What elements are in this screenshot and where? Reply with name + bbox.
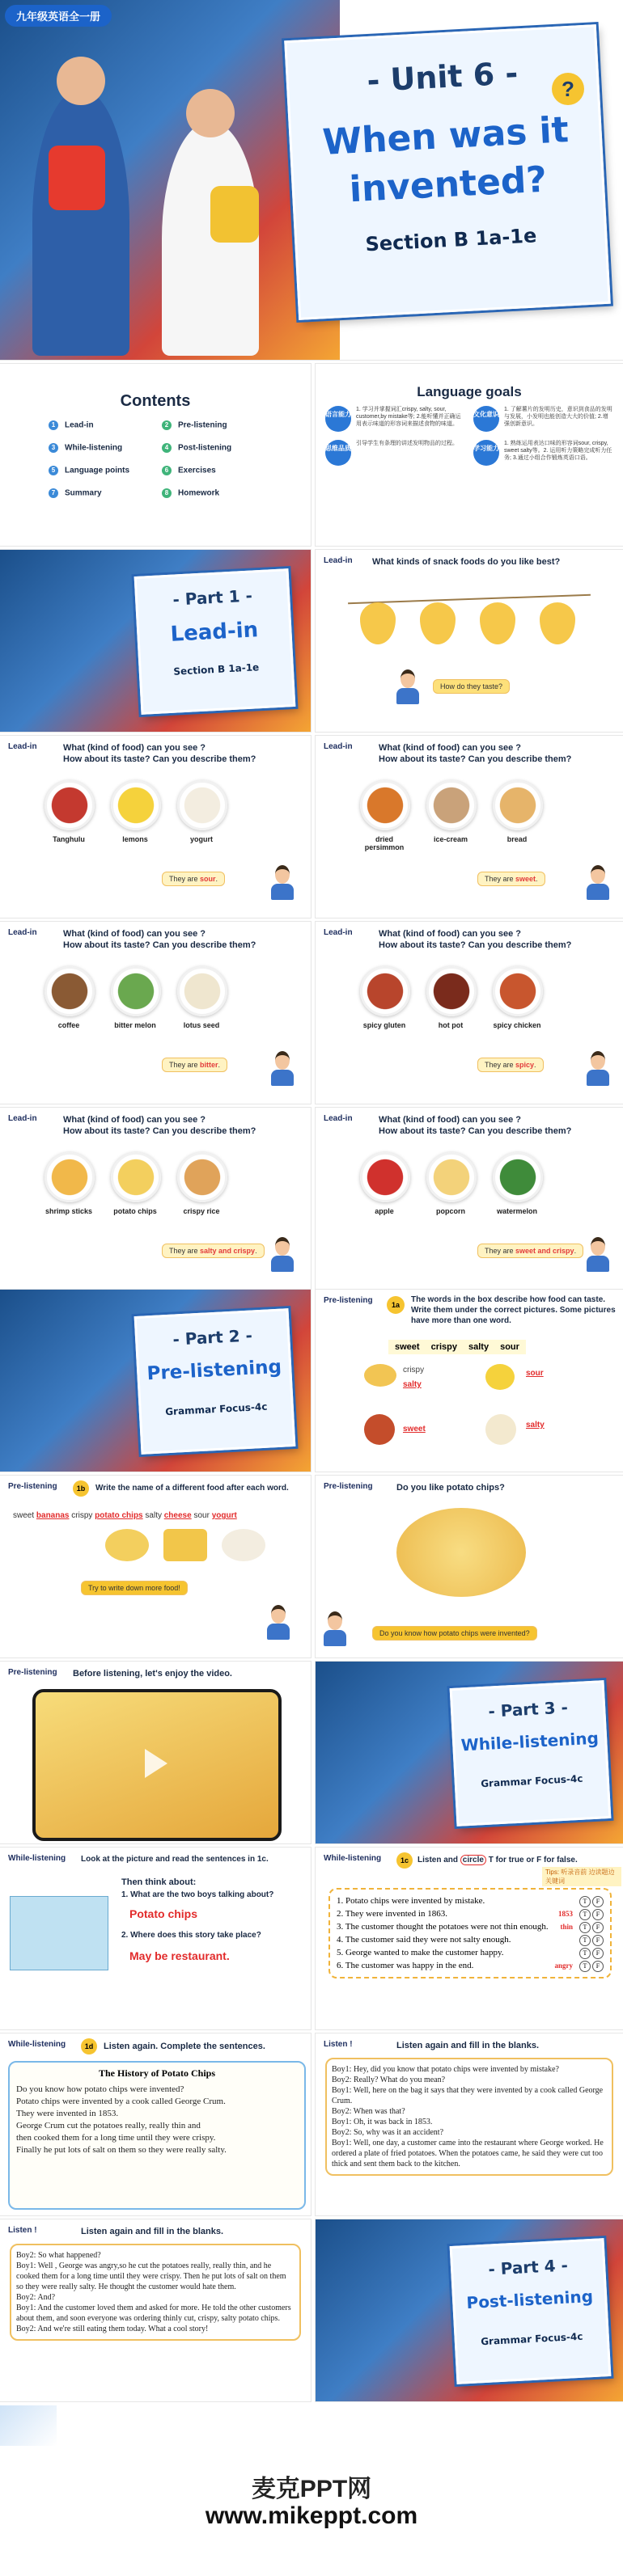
footer <box>0 2405 623 2576</box>
contents-item[interactable] <box>162 443 275 453</box>
number-badge: 1 <box>49 420 58 430</box>
question-icon: ? <box>552 73 584 105</box>
pre1b-pictures <box>105 1529 265 1561</box>
history-text <box>16 2084 298 2156</box>
pre-like-bubble: Do you know how potato chips were invented? <box>372 1626 537 1641</box>
food-question-1: What (kind of food) can you see ? <box>379 743 521 753</box>
two-boys-picture <box>10 1896 108 1970</box>
food-item <box>111 1152 159 1215</box>
dialog-line: Boy2: And? <box>16 2293 56 2302</box>
section-label: Section B 1a-1e <box>364 224 537 256</box>
goal-badge: 语言能力 <box>325 406 351 432</box>
word-box-item: crispy <box>430 1342 457 1352</box>
pre-like-question: Do you like potato chips? <box>396 1483 505 1493</box>
activity-badge: 1c <box>396 1852 413 1869</box>
food-taste-slide <box>0 736 311 918</box>
taste-bubble: They are sweet and crispy. <box>477 1244 583 1258</box>
goal-item <box>473 440 613 466</box>
contents-item-label: Exercises <box>178 466 216 475</box>
food-question-2: How about its taste? Can you describe them? <box>379 1126 572 1136</box>
goal-text: 1. 了解薯片的发明历史，意识到食品的发明与发展，小发明也能创造大大的价值; 2.增强创新意识。 <box>504 407 612 427</box>
food-label: popcorn <box>436 1207 465 1215</box>
food-taste-slide <box>316 922 623 1104</box>
contents-list <box>49 420 275 498</box>
true-option[interactable]: T <box>579 1922 591 1933</box>
food-question-2: How about its taste? Can you describe them? <box>63 940 256 950</box>
part3-label: - Part 3 - <box>487 1697 569 1721</box>
food-taste-slide <box>316 736 623 918</box>
answer: potato chips <box>95 1511 143 1520</box>
part3-card <box>450 1680 612 1826</box>
goal-item <box>325 440 465 466</box>
snack-tag-3 <box>480 602 515 644</box>
slide-tag: Lead-in <box>8 742 37 751</box>
contents-slide <box>0 364 311 546</box>
food-item <box>177 780 226 843</box>
food-label: bitter melon <box>114 1021 156 1029</box>
slide-tag: Pre-listening <box>8 1482 57 1491</box>
grade-banner: 九年级英语全一册 <box>5 5 112 27</box>
food-row <box>44 1152 226 1215</box>
think-a1: Potato chips <box>129 1907 198 1920</box>
part1-label: - Part 1 - <box>172 585 253 610</box>
tf-slide <box>316 1848 623 2029</box>
part1-name: Lead-in <box>169 618 259 647</box>
part2-slide <box>0 1290 311 1472</box>
answer-5: salty <box>526 1421 545 1429</box>
pre1a-instruction: The words in the box describe how food can taste. Write them under the correct pictures. Some pictures have more than one word. <box>411 1295 616 1325</box>
food-image <box>426 780 477 830</box>
leadin-question: What kinds of snack foods do you like best? <box>372 557 561 567</box>
part1-slide <box>0 550 311 732</box>
food-label: lemons <box>122 835 148 843</box>
food-item <box>177 966 226 1029</box>
title-line-2: invented? <box>348 158 549 211</box>
food-question-2: How about its taste? Can you describe them? <box>63 754 256 764</box>
contents-item-label: Post-listening <box>178 443 232 453</box>
taste-bubble: They are salty and crispy. <box>162 1244 265 1258</box>
goal-badge: 学习能力 <box>473 440 499 466</box>
food-image <box>493 966 543 1016</box>
food-row <box>44 780 226 843</box>
food-image <box>426 966 477 1016</box>
true-option[interactable]: T <box>579 1948 591 1959</box>
teacher-avatar <box>271 865 294 897</box>
dialog-line: Boy2: And we're still eating them today. What a cool story! <box>16 2325 209 2333</box>
answer: yogurt <box>211 1511 237 1520</box>
contents-item[interactable] <box>49 488 162 498</box>
activity-badge: 1d <box>81 2038 97 2054</box>
slide-tag: While-listening <box>324 1854 382 1863</box>
part4-name: Post-listening <box>465 2286 594 2313</box>
goal-badge: 文化意识 <box>473 406 499 432</box>
number-badge: 4 <box>162 443 172 453</box>
food-question-2: How about its taste? Can you describe them? <box>379 940 572 950</box>
true-option[interactable]: T <box>579 1935 591 1946</box>
food-label: crispy rice <box>183 1207 220 1215</box>
history-line: then cooked them for a long time until they were crispy. <box>16 2133 216 2143</box>
slide-tag: Listen ! <box>8 2226 37 2235</box>
contents-item[interactable] <box>49 443 162 453</box>
part1-sub: Section B 1a-1e <box>173 661 260 678</box>
word: crispy <box>71 1511 93 1520</box>
title-line-1: When was it <box>321 109 570 163</box>
food-row <box>360 966 541 1029</box>
word: sweet <box>13 1511 35 1520</box>
food-question-1: What (kind of food) can you see ? <box>63 1115 206 1125</box>
food-image <box>111 966 161 1016</box>
answer: bananas <box>36 1511 70 1520</box>
tf-correction: angry <box>554 1962 573 1970</box>
food-label: spicy gluten <box>362 1021 406 1029</box>
food-label: hot pot <box>438 1021 464 1029</box>
contents-item-label: Language points <box>65 466 129 475</box>
food-item <box>360 966 409 1029</box>
tf-statement <box>337 1933 604 1946</box>
while-picture-slide <box>0 1848 311 2029</box>
teacher-avatar <box>267 1605 290 1637</box>
unit-label: - Unit 6 - <box>366 55 519 99</box>
food-item <box>493 966 541 1029</box>
food-question-1: What (kind of food) can you see ? <box>379 1115 521 1125</box>
part4-slide <box>316 2219 623 2401</box>
teacher-avatar <box>396 669 419 702</box>
number-badge: 3 <box>49 443 58 453</box>
contents-item-label: Homework <box>178 488 220 498</box>
dialog-line: Boy1: Well, one day, a customer came into the restaurant where George worked. He ordered a plate of fried potatoes. When the potatoes came, he said they were cut too thick and sent them back to the kitchen. <box>332 2139 604 2168</box>
slide-tag: Pre-listening <box>324 1482 373 1491</box>
tf-text: 4. The customer said they were not salty enough. <box>337 1935 511 1945</box>
food-label: shrimp sticks <box>44 1207 93 1215</box>
part4-label: - Part 4 - <box>487 2255 569 2279</box>
food-item <box>111 966 159 1029</box>
false-option[interactable]: F <box>592 1935 604 1946</box>
slide-tag: Listen ! <box>324 2040 353 2049</box>
food-label: apple <box>375 1207 394 1215</box>
tips-note: Tips: 听录音前 边读题边关键词 <box>542 1867 621 1886</box>
goal-text: 1. 熟练运用表达口味的形容词sour, crispy, sweet salty等。2. 运用听力策略完成听力任务; 3.通过小组合作锻炼英语口语。 <box>504 441 612 461</box>
food-label: spicy chicken <box>493 1021 541 1029</box>
part3-slide <box>316 1662 623 1843</box>
teacher-avatar <box>587 1051 609 1083</box>
slide-tag: Lead-in <box>324 1114 353 1123</box>
taste-bubble: They are sour. <box>162 872 225 886</box>
contents-item-label: While-listening <box>65 443 123 453</box>
food-taste-slide <box>316 1108 623 1290</box>
dialog-line: Boy1: Well , George was angry,so he cut the potatoes really, really thin, and he cooked them for a long time until they were crispy. Then he put lots of salt on them so they were really salty. He thought the customer would hate them. <box>16 2261 286 2291</box>
tf-list <box>328 1888 612 1978</box>
contents-title: Contents <box>120 392 191 410</box>
food-image <box>44 966 95 1016</box>
dialog-line: Boy2: When was that? <box>332 2107 405 2116</box>
goals-slide <box>316 364 623 546</box>
video-player[interactable] <box>32 1689 282 1841</box>
false-option[interactable]: F <box>592 1948 604 1959</box>
history-line: Do you know how potato chips were invented? <box>16 2084 184 2094</box>
while-instruction: Look at the picture and read the sentences in 1c. <box>81 1855 269 1864</box>
dialog-line: Boy2: So, why was it an accident? <box>332 2128 444 2137</box>
number-badge: 6 <box>162 466 172 475</box>
food-question-2: How about its taste? Can you describe them? <box>63 1126 256 1136</box>
food-item <box>44 1152 93 1215</box>
part2-name: Pre-listening <box>146 1356 282 1385</box>
contents-item[interactable] <box>49 466 162 475</box>
food-question-1: What (kind of food) can you see ? <box>63 743 206 753</box>
history-line: George Crum cut the potatoes really, really thin and <box>16 2121 201 2130</box>
snack-tag-2 <box>420 602 456 644</box>
slide-tag: Pre-listening <box>8 1668 57 1677</box>
food-image <box>360 1152 410 1202</box>
true-option[interactable]: T <box>579 1896 591 1907</box>
contents-item-label: Lead-in <box>65 420 94 430</box>
pre-like-slide <box>316 1476 623 1658</box>
teacher-avatar <box>271 1237 294 1269</box>
history-slide <box>0 2033 311 2215</box>
food-label: dried persimmon <box>364 835 405 851</box>
goal-text: 引导学生有条理的讲述发明物品的过程。 <box>356 441 458 446</box>
food-item <box>44 966 93 1029</box>
tf-statement <box>337 1894 604 1907</box>
goal-item <box>325 406 465 432</box>
think-q2: 2. Where does this story take place? <box>121 1931 261 1940</box>
goal-item <box>473 406 613 432</box>
food-item <box>493 780 541 851</box>
tf-statement <box>337 1920 604 1933</box>
part2-card <box>134 1308 296 1455</box>
answer-3: sour <box>526 1369 544 1378</box>
dialog-text <box>325 2058 613 2176</box>
tf-correction: thin <box>560 1923 573 1931</box>
history-line: They were invented in 1853. <box>16 2109 119 2118</box>
pre1b-bubble: Try to write down more food! <box>81 1581 188 1595</box>
food-item <box>426 1152 475 1215</box>
teacher-avatar <box>324 1611 346 1644</box>
word-box-item: salty <box>468 1342 490 1352</box>
history-line: Potato chips were invented by a cook called George Crum. <box>16 2097 226 2106</box>
history-panel-title: The History of Potato Chips <box>99 2067 215 2079</box>
activity-badge: 1b <box>73 1480 89 1497</box>
history-panel <box>8 2061 306 2210</box>
food-question-1: What (kind of food) can you see ? <box>379 929 521 939</box>
slide-tag: Lead-in <box>324 742 353 751</box>
food-item <box>426 966 475 1029</box>
taste-bubble: They are bitter. <box>162 1058 227 1072</box>
think-a2: May be restaurant. <box>129 1949 230 1962</box>
tf-text: 3. The customer thought the potatoes were not thin enough. <box>337 1922 549 1932</box>
food-image <box>493 1152 543 1202</box>
food-image <box>44 1152 95 1202</box>
answer: cheese <box>163 1511 192 1520</box>
food-item <box>493 1152 541 1215</box>
dialog-slide-1 <box>316 2033 623 2215</box>
food-image <box>111 780 161 830</box>
goals-list <box>325 406 613 466</box>
pre1b-instruction: Write the name of a different food after each word. <box>95 1484 289 1493</box>
answer-2: salty <box>403 1380 422 1389</box>
food-image <box>360 966 410 1016</box>
part4-sub: Grammar Focus-4c <box>480 2330 583 2348</box>
food-image <box>44 780 95 830</box>
slide-tag: Lead-in <box>324 928 353 937</box>
dialog-instruction: Listen again and fill in the blanks. <box>396 2041 540 2050</box>
food-item <box>426 780 475 851</box>
pre1a-pictures <box>364 1364 607 1461</box>
food-taste-slide <box>0 1108 311 1290</box>
contents-item-label: Pre-listening <box>178 420 227 430</box>
snack-tag-4 <box>540 602 575 644</box>
cover-title-card <box>284 24 611 320</box>
play-icon[interactable] <box>145 1749 167 1778</box>
slide-tag: While-listening <box>8 2040 66 2049</box>
food-item <box>360 780 409 851</box>
part2-sub: Grammar Focus-4c <box>164 1400 268 1418</box>
word-box-item: sweet <box>395 1342 420 1352</box>
food-question-2: How about its taste? Can you describe them? <box>379 754 572 764</box>
teacher-avatar <box>587 1237 609 1269</box>
slide-tag: Lead-in <box>324 556 353 565</box>
food-item <box>177 1152 226 1215</box>
food-question-1: What (kind of food) can you see ? <box>63 929 206 939</box>
contents-item[interactable] <box>162 420 275 430</box>
false-option[interactable]: F <box>592 1909 604 1920</box>
slide-tag: Pre-listening <box>324 1296 373 1305</box>
history-instruction: Listen again. Complete the sentences. <box>104 2042 265 2051</box>
number-badge: 7 <box>49 488 58 498</box>
taste-bubble: They are sweet. <box>477 872 545 886</box>
word-box <box>388 1340 526 1354</box>
food-row <box>44 966 226 1029</box>
number-badge: 5 <box>49 466 58 475</box>
taste-bubble: They are spicy. <box>477 1058 544 1072</box>
contents-item[interactable] <box>162 488 275 498</box>
part2-label: - Part 2 - <box>172 1325 253 1349</box>
tf-text: 6. The customer was happy in the end. <box>337 1961 474 1970</box>
slide-tag: Lead-in <box>8 1114 37 1123</box>
snack-tags <box>360 602 575 644</box>
part4-card <box>450 2238 612 2384</box>
food-label: potato chips <box>113 1207 157 1215</box>
food-label: coffee <box>57 1021 80 1029</box>
pre1b-line <box>13 1511 296 1520</box>
tf-statement <box>337 1946 604 1959</box>
dialog-slide-2 <box>0 2219 311 2401</box>
number-badge: 2 <box>162 420 172 430</box>
potato-chips-image <box>396 1508 526 1597</box>
word-box-item: sour <box>500 1342 519 1352</box>
word: salty <box>145 1511 162 1520</box>
food-label: ice-cream <box>433 835 468 843</box>
slide-tag: While-listening <box>8 1854 66 1863</box>
think-label: Then think about: <box>121 1877 197 1887</box>
food-taste-slide <box>0 922 311 1104</box>
food-item <box>111 780 159 843</box>
contents-item-label: Summary <box>65 488 102 498</box>
part3-sub: Grammar Focus-4c <box>480 1772 583 1790</box>
taste-bubble: How do they taste? <box>433 679 510 694</box>
food-image <box>493 780 543 830</box>
food-label: bread <box>506 835 528 843</box>
answer-4: sweet <box>403 1425 426 1434</box>
food-image <box>177 966 227 1016</box>
snack-tag-1 <box>360 602 396 644</box>
history-line: Finally he put lots of salt on them so they were really salty. <box>16 2145 227 2155</box>
footer-brand: 麦克PPT网 <box>251 2476 372 2502</box>
cover-slide <box>0 0 623 360</box>
dialog-instruction: Listen again and fill in the blanks. <box>81 2227 224 2236</box>
dialog-line: Boy1: Oh, it was back in 1853. <box>332 2118 433 2126</box>
food-item <box>44 780 93 843</box>
goals-title: Language goals <box>417 384 522 399</box>
activity-badge: 1a <box>387 1296 405 1314</box>
food-image <box>111 1152 161 1202</box>
pre1a-slide <box>316 1290 623 1472</box>
tf-correction: 1853 <box>558 1910 573 1918</box>
number-badge: 8 <box>162 488 172 498</box>
leadin-question-slide <box>316 550 623 732</box>
food-image <box>177 1152 227 1202</box>
part3-name: While-listening <box>460 1728 600 1755</box>
tf-text: 5. George wanted to make the customer happy. <box>337 1948 504 1957</box>
dialog-line: Boy1: Hey, did you know that potato chips were invented by mistake? <box>332 2065 559 2074</box>
footer-url[interactable]: www.mikeppt.com <box>205 2502 418 2529</box>
false-option[interactable]: F <box>592 1961 604 1972</box>
true-option[interactable]: T <box>579 1909 591 1920</box>
tf-statement <box>337 1907 604 1920</box>
tf-statement <box>337 1959 604 1972</box>
tf-text: 2. They were invented in 1863. <box>337 1909 447 1919</box>
true-option[interactable]: T <box>579 1961 591 1972</box>
dialog-line: Boy2: Really? What do you mean? <box>332 2076 446 2084</box>
answer-1: crispy <box>403 1366 425 1375</box>
food-image <box>177 780 227 830</box>
video-title: Before listening, let's enjoy the video. <box>73 1669 232 1679</box>
false-option[interactable]: F <box>592 1896 604 1907</box>
think-q1: 1. What are the two boys talking about? <box>121 1890 274 1899</box>
food-row <box>360 1152 541 1215</box>
dialog-line: Boy1: Well, here on the bag it says that they were invented by a cook called George Crum. <box>332 2086 604 2105</box>
dialog-line: Boy1: And the customer loved them and asked for more. He told the other customers about them, and soon everyone was ordering thinly cut, crispy, salty potato chips. <box>16 2304 291 2323</box>
pre1b-slide <box>0 1476 311 1658</box>
teacher-avatar <box>587 865 609 897</box>
dialog-line: Boy2: So what happened? <box>16 2251 101 2260</box>
goal-badge: 思维品质 <box>325 440 351 466</box>
food-row <box>360 780 541 851</box>
dialog-text <box>10 2244 301 2341</box>
false-option[interactable]: F <box>592 1922 604 1933</box>
slide-tag: Lead-in <box>8 928 37 937</box>
tf-instruction: Listen and circle T for true or F for false. <box>417 1856 578 1864</box>
food-label: Tanghulu <box>53 835 85 843</box>
food-image <box>360 780 410 830</box>
food-item <box>360 1152 409 1215</box>
contents-item[interactable] <box>162 466 275 475</box>
goal-text: 1. 学习并掌握词汇crispy, salty, sour, customer,by mistake等; 2.能听懂并正确运用表示味道的形容词来描述食物的味道。 <box>356 407 461 427</box>
tf-text: 1. Potato chips were invented by mistake. <box>337 1896 485 1906</box>
food-image <box>426 1152 477 1202</box>
food-label: yogurt <box>190 835 213 843</box>
teacher-avatar <box>271 1051 294 1083</box>
contents-item[interactable] <box>49 420 162 430</box>
word: sour <box>193 1511 210 1520</box>
video-slide <box>0 1662 311 1843</box>
food-label: watermelon <box>496 1207 537 1215</box>
food-label: lotus seed <box>183 1021 220 1029</box>
part1-card <box>134 568 296 715</box>
